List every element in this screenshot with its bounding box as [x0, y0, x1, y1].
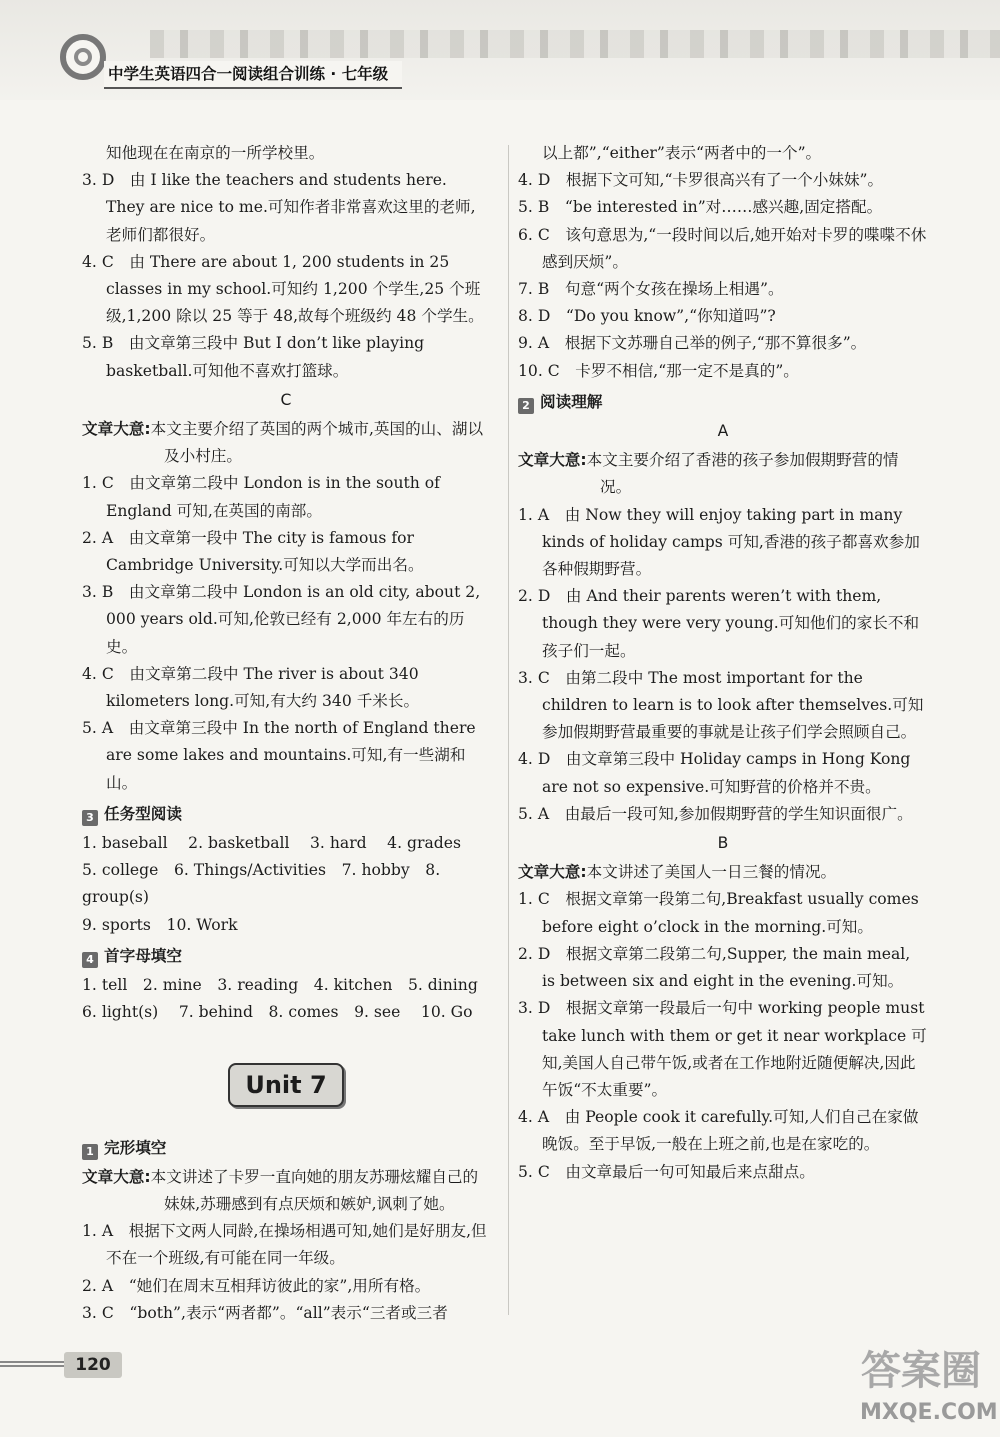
page-header [0, 0, 1000, 100]
answer-item: 4. D 由文章第三段中 Holiday camps in Hong Kong are not so expensive.可知野营的价格并不贵。 [518, 750, 911, 796]
watermark-site: MXQE.COM [860, 1400, 998, 1425]
section-heading-cloze [82, 1135, 490, 1162]
answer-item: 4. D 根据下文可知,“卡罗很高兴有了一个小妹妹”。 [518, 171, 884, 190]
answer-item: 3. D 根据文章第一段最后一句中 working people must take lunch with them or get it near workplace 可知,美国人自己带午饭,或者在工作地附近随便解决,因此午饭“不太重要”。 [518, 999, 927, 1099]
answer-item: 3. D 由 I like the teachers and students here. They are nice to me.可知作者非常喜欢这里的老师,老师们都很好。 [82, 171, 476, 244]
answer-item: 5. B 由文章第三段中 But I don’t like playing basketball.可知他不喜欢打篮球。 [82, 334, 425, 380]
answer-item: 5. B “be interested in”对……感兴趣,固定搭配。 [518, 198, 883, 217]
header-decoration [150, 30, 1000, 58]
answer-item: 3. B 由文章第二段中 London is an old city, about 2, 000 years old.可知,伦敦已经有 2,000 年左右的历史。 [82, 583, 481, 656]
answer-line: 6. light(s) 7. behind 8. comes 9. see 10. Go [82, 1003, 473, 1022]
answer-line: 1. baseball 2. basketball 3. hard 4. grades [82, 834, 461, 853]
page-number-decoration [0, 1361, 64, 1369]
answer-item: 1. A 根据下文两人同龄,在操场相遇可知,她们是好朋友,但不在一个班级,有可能在同一年级。 [82, 1222, 487, 1268]
section-number-icon: 3 [82, 810, 98, 826]
paragraph: 知他现在在南京的一所学校里。 [106, 144, 325, 162]
answer-line: 5. college 6. Things/Activities 7. hobby 8. group(s) [82, 861, 441, 907]
answer-item: 5. A 由文章第三段中 In the north of England there are some lakes and mountains.可知,有一些湖和山。 [82, 719, 476, 792]
answer-item: 3. C 由第二段中 The most important for the children to learn is to look after themselves.可知参加假期野营最重要的事就是让孩子们学会照顾自己。 [518, 668, 924, 742]
section-title: 阅读理解 [540, 392, 603, 411]
summary-label: 文章大意: [82, 420, 151, 439]
answer-item: 1. C 由文章第二段中 London is in the south of England 可知,在英国的南部。 [82, 474, 440, 520]
section-title: 完形填空 [104, 1138, 167, 1157]
summary-text: 本文讲述了美国人一日三餐的情况。 [586, 863, 837, 882]
column-divider [508, 145, 509, 1315]
answer-item: 10. C 卡罗不相信,“那一定不是真的”。 [518, 361, 799, 380]
left-column [82, 140, 490, 1327]
section-number-icon: 4 [82, 952, 98, 968]
section-number-icon: 2 [518, 398, 534, 414]
answer-item: 5. A 由最后一段可知,参加假期野营的学生知识面很广。 [518, 804, 913, 823]
answer-item: 7. B 句意“两个女孩在操场上相遇”。 [518, 280, 784, 299]
section-title: 首字母填空 [104, 946, 182, 965]
section-number-icon: 1 [82, 1144, 98, 1160]
watermark-logo: 答案圈 [861, 1348, 981, 1394]
section-heading-task-reading [82, 801, 490, 828]
summary-text: 本文主要介绍了香港的孩子参加假期野营的情况。 [586, 451, 899, 497]
answer-item: 6. C 该句意思为,“一段时间以后,她开始对卡罗的喋喋不休感到厌烦”。 [518, 225, 927, 271]
answer-item: 2. D 根据文章第二段第二句,Supper, the main meal, is between six and eight in the evening.可知。 [518, 944, 911, 991]
unit-label: Unit 7 [228, 1063, 344, 1107]
section-b-summary [518, 859, 928, 886]
answer-line: 9. sports 10. Work [82, 915, 238, 934]
paragraph: 以上都”,“either”表示“两者中的一个”。 [542, 144, 822, 162]
answer-item: 2. A 由文章第一段中 The city is famous for Cambridge University.可知以大学而出名。 [82, 528, 424, 575]
summary-label: 文章大意: [518, 451, 587, 470]
answer-item: 1. C 根据文章第一段第二句,Breakfast usually comes before eight o’clock in the morning.可知。 [518, 890, 919, 936]
section-a-heading: A [717, 422, 729, 441]
page-number: 120 [64, 1352, 122, 1378]
answer-item: 8. D “Do you know”,“你知道吗”? [518, 307, 776, 326]
answer-item: 2. A “她们在周末互相拜访彼此的家”,用所有格。 [82, 1276, 431, 1295]
answer-item: 1. A 由 Now they will enjoy taking part in many kinds of holiday camps 可知,香港的孩子都喜欢参加各种假期野营。 [518, 505, 920, 579]
book-title: 中学生英语四合一阅读组合训练 · 七年级 [104, 61, 402, 89]
section-1-summary [82, 1164, 490, 1218]
summary-label: 文章大意: [518, 863, 587, 882]
summary-text: 本文讲述了卡罗一直向她的朋友苏珊炫耀自己的妹妹,苏珊感到有点厌烦和嫉妒,讽刺了她。 [150, 1167, 479, 1213]
answer-item: 4. C 由文章第二段中 The river is about 340 kilometers long.可知,有大约 340 千米长。 [82, 664, 420, 711]
right-column [518, 140, 928, 1186]
answer-item: 2. D 由 And their parents weren’t with them, though they were very young.可知他们的家长不和孩子们一起。 [518, 587, 920, 660]
section-a-summary [518, 447, 928, 501]
answer-item: 4. C 由 There are about 1, 200 students in 25 classes in my school.可知约 1,200 个学生,25 个班级,1,200 除以 25 等于 48,故每个班级约 48 个学生。 [82, 252, 484, 326]
answer-item: 4. A 由 People cook it carefully.可知,人们自己在家做晚饭。至于早饭,一般在上班之前,也是在家吃的。 [518, 1108, 919, 1154]
answer-item: 3. C “both”,表示“两者都”。“all”表示“三者或三者 [82, 1303, 448, 1322]
section-title: 任务型阅读 [104, 804, 182, 823]
section-heading-reading [518, 389, 928, 416]
answer-item: 9. A 根据下文苏珊自己举的例子,“那不算很多”。 [518, 334, 867, 353]
section-heading-initial-letter [82, 943, 490, 970]
answer-line: 1. tell 2. mine 3. reading 4. kitchen 5. dining [82, 976, 478, 995]
section-b-heading: B [717, 834, 729, 853]
section-c-summary [82, 416, 490, 470]
section-c-heading: C [280, 390, 292, 409]
summary-label: 文章大意: [82, 1167, 151, 1186]
summary-text: 本文主要介绍了英国的两个城市,英国的山、湖以及小村庄。 [150, 420, 484, 466]
book-logo-icon [60, 34, 106, 80]
answer-item: 5. C 由文章最后一句可知最后来点甜点。 [518, 1162, 815, 1181]
